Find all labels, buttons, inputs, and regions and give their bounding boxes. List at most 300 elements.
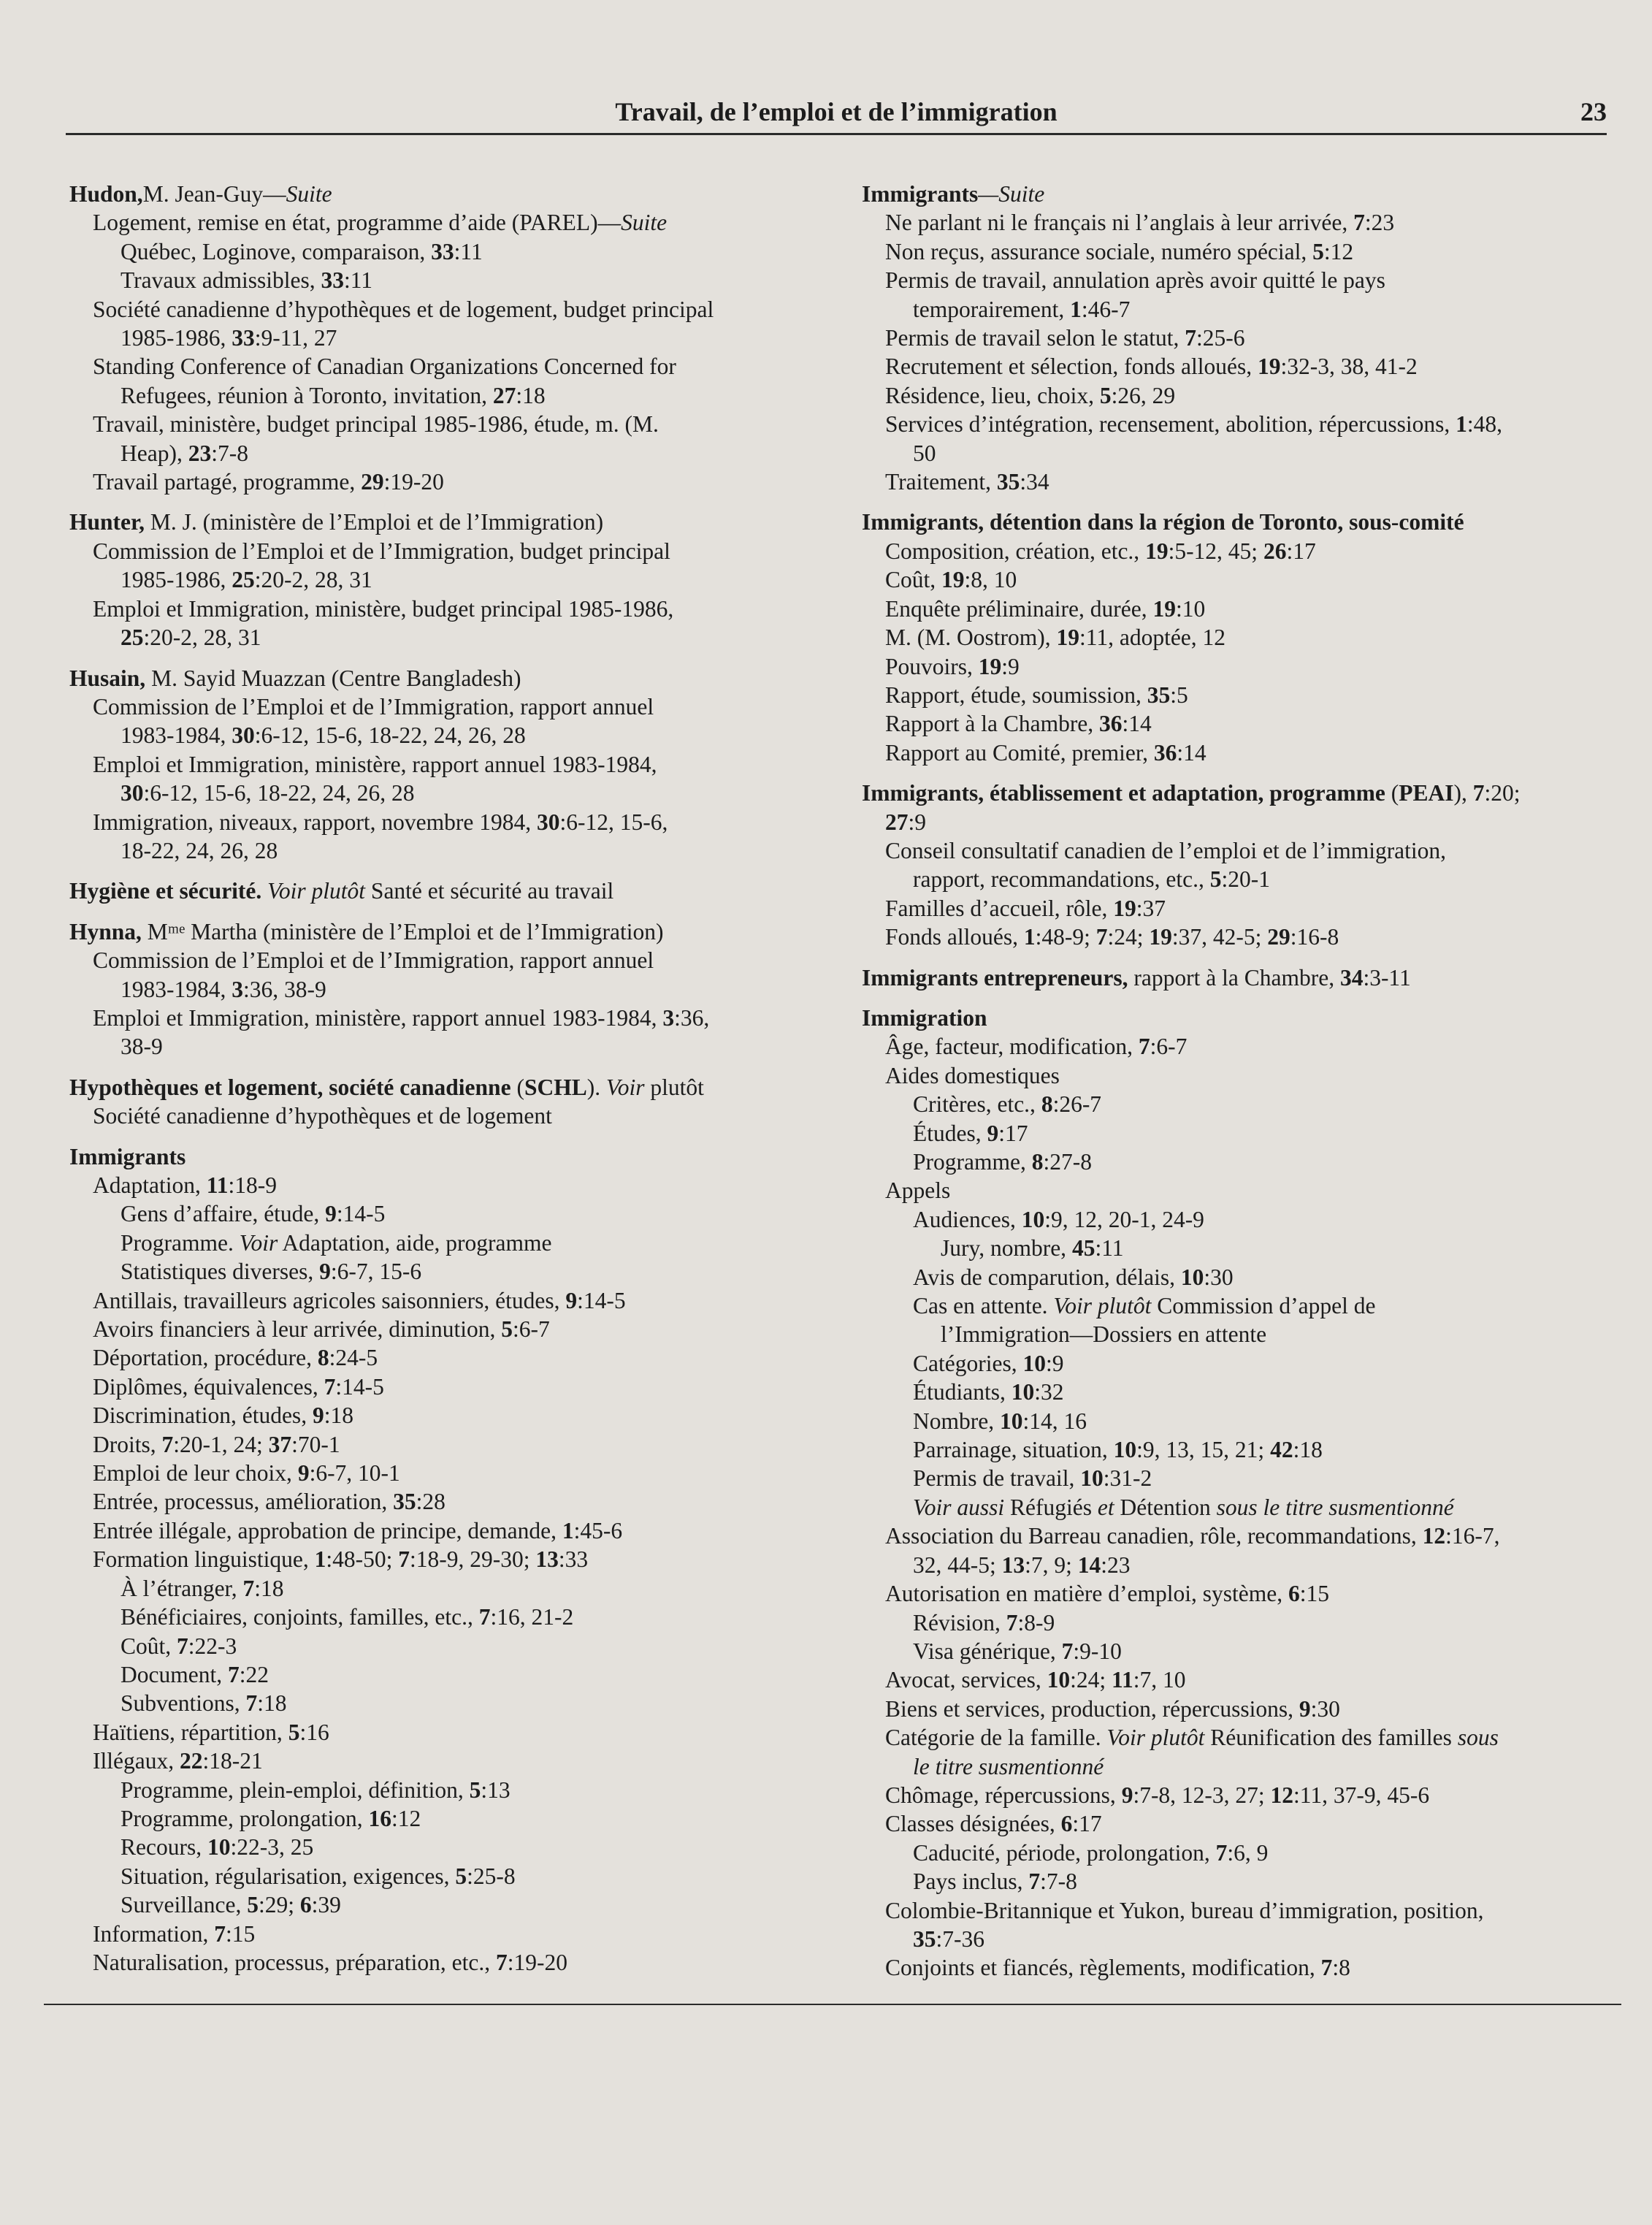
index-subentry-line — [69, 1632, 811, 1660]
text-run: :18-9, 29-30; — [410, 1546, 536, 1573]
text-run: :7, 9; — [1025, 1552, 1078, 1578]
text-run: Travail, ministère, budget principal 1985-1986, étude, m. (M. — [93, 411, 659, 438]
index-subentry-line — [69, 1004, 811, 1032]
text-run: 7 — [1185, 325, 1197, 351]
index-entry — [862, 779, 1607, 951]
text-run: :24; — [1070, 1667, 1112, 1693]
text-run: M. (M. Oostrom), — [885, 625, 1057, 651]
index-subentry-line — [862, 739, 1607, 767]
text-run: :9-11, 27 — [254, 325, 337, 351]
text-run: 7 — [1215, 1839, 1228, 1866]
text-run: plutôt — [644, 1074, 704, 1100]
text-run: Réfugiés — [1004, 1494, 1098, 1520]
text-run: 10 — [1022, 1350, 1046, 1376]
text-run: 8 — [1041, 1091, 1053, 1118]
text-run: sous — [1457, 1725, 1499, 1751]
index-subentry-line — [69, 1862, 811, 1890]
text-run: 1 — [314, 1546, 326, 1573]
index-subentry-line — [862, 681, 1607, 709]
text-run: Entrée illégale, approbation de principe, demande, — [93, 1517, 562, 1543]
text-run: 7 — [245, 1690, 258, 1717]
text-run: :34 — [1020, 469, 1049, 495]
text-run: Avoirs financiers à leur arrivée, diminution, — [93, 1316, 502, 1343]
index-heading-line — [862, 779, 1607, 807]
index-subentry-line — [862, 1493, 1607, 1522]
text-run: :46-7 — [1081, 296, 1131, 322]
text-run: 19 — [1056, 625, 1079, 651]
text-run: Refugees, réunion à Toronto, invitation, — [121, 382, 493, 408]
text-run: 1 — [562, 1517, 574, 1543]
text-run: :20; — [1484, 780, 1521, 806]
index-entry — [862, 1004, 1607, 1982]
text-run: le titre susmentionné — [913, 1753, 1104, 1779]
text-run: :39 — [311, 1892, 341, 1918]
text-run: :5 — [1170, 682, 1188, 708]
text-run: 33 — [232, 325, 255, 351]
text-run: :37, 42-5; — [1171, 924, 1268, 950]
text-run: 6 — [1288, 1581, 1300, 1607]
text-run: 5 — [1209, 866, 1222, 893]
index-subentry-line — [862, 595, 1607, 623]
text-run: 35 — [913, 1926, 936, 1952]
index-entry — [69, 664, 811, 866]
text-run: Emploi et Immigration, ministère, rapport annuel 1983-1984, — [93, 751, 657, 777]
text-run: ), — [1453, 780, 1473, 806]
text-run: Droits, — [93, 1431, 162, 1457]
text-run: 11 — [1111, 1667, 1133, 1693]
text-run: Permis de travail, — [913, 1465, 1081, 1492]
index-subentry-line — [862, 1148, 1607, 1176]
index-subentry-line — [862, 865, 1607, 893]
index-heading-line — [69, 1142, 811, 1171]
text-run: :14-5 — [335, 1373, 384, 1400]
index-subentry-line — [862, 1925, 1607, 1953]
text-run: Rapport au Comité, premier, — [885, 739, 1154, 766]
text-run: 29 — [361, 469, 384, 495]
text-run: :29; — [258, 1892, 300, 1918]
index-subentry-line — [862, 467, 1607, 496]
text-run: :17 — [1072, 1811, 1102, 1837]
text-run: 7 — [242, 1575, 255, 1601]
text-run: Antillais, travailleurs agricoles saisonniers, études, — [93, 1287, 566, 1313]
text-run: :22 — [239, 1661, 269, 1687]
text-run: 7 — [214, 1920, 226, 1947]
text-run: :26, 29 — [1111, 382, 1176, 408]
text-run: :6, 9 — [1227, 1839, 1269, 1866]
text-run: :15 — [1299, 1581, 1330, 1607]
index-subentry-line — [69, 1229, 811, 1257]
text-run: Immigrants — [862, 181, 979, 207]
index-subentry-line — [69, 750, 811, 779]
text-run: :25-6 — [1196, 325, 1245, 351]
text-run: Commission de l’Emploi et de l’Immigration, budget principal — [93, 538, 670, 564]
text-run: :32-3, 38, 41-2 — [1280, 354, 1418, 380]
index-heading-line — [69, 180, 811, 208]
text-run: :18 — [257, 1690, 287, 1717]
text-run: :33 — [558, 1546, 589, 1573]
text-run: 30 — [536, 809, 560, 835]
text-run: :11 — [343, 267, 373, 294]
text-run: 19 — [941, 567, 965, 593]
index-subentry-line — [69, 1890, 811, 1919]
index-subentry-line — [862, 1378, 1607, 1406]
text-run: Autorisation en matière d’emploi, système, — [885, 1581, 1288, 1607]
index-subentry-line — [862, 1953, 1607, 1982]
text-run: 10 — [1180, 1264, 1204, 1290]
text-run: :48, — [1466, 411, 1503, 438]
text-run: 50 — [913, 440, 936, 466]
text-run: 7 — [1138, 1034, 1150, 1060]
text-run: Santé et sécurité au travail — [365, 878, 614, 904]
text-run: Âge, facteur, modification, — [885, 1034, 1139, 1060]
text-run: 9 — [565, 1287, 578, 1313]
text-run: 7 — [1353, 210, 1365, 236]
text-run: Commission de l’Emploi et de l’Immigration, rapport annuel — [93, 693, 654, 720]
index-subentry-line — [69, 1660, 811, 1689]
text-run: Immigration — [862, 1004, 987, 1031]
text-run: Traitement, — [885, 469, 997, 495]
index-subentry-line — [862, 1176, 1607, 1205]
text-run: :7-36 — [936, 1926, 984, 1952]
index-subentry-line — [862, 1665, 1607, 1694]
index-subentry-line — [862, 1637, 1607, 1665]
text-run: :9, 13, 15, 21; — [1136, 1437, 1271, 1463]
text-run: Entrée, processus, amélioration, — [93, 1489, 394, 1515]
index-subentry-line — [862, 266, 1607, 294]
text-run: Avis de comparution, délais, — [913, 1264, 1181, 1290]
text-run: Immigrants, établissement et adaptation, programme — [862, 780, 1385, 806]
text-run: 27 — [492, 382, 516, 408]
index-subentry-line — [862, 295, 1607, 324]
text-run: :48-9; — [1035, 924, 1096, 950]
text-run: 35 — [1147, 682, 1171, 708]
text-run: 6 — [1060, 1811, 1073, 1837]
text-run: :36, 38-9 — [243, 976, 326, 1002]
page-number: 23 — [1580, 97, 1607, 126]
text-run: 3 — [662, 1004, 675, 1031]
text-run: 19 — [1113, 895, 1136, 921]
text-run: Permis de travail, annulation après avoir quitté le pays — [885, 267, 1385, 294]
index-entry — [69, 180, 811, 496]
text-run: :6-7 — [1150, 1034, 1188, 1060]
index-heading-line — [69, 877, 811, 905]
index-subentry-line — [69, 352, 811, 381]
text-run: 7 — [177, 1633, 188, 1659]
index-subentry-line — [69, 1833, 811, 1861]
text-run: Aides domestiques — [885, 1062, 1060, 1088]
index-subentry-line — [862, 1320, 1607, 1348]
text-run: 33 — [321, 267, 344, 294]
text-run: Pouvoirs, — [885, 653, 979, 679]
text-run: Voir — [605, 1074, 645, 1100]
index-subentry-line — [862, 1695, 1607, 1723]
index-subentry-line — [69, 779, 811, 807]
text-run: :16-7, — [1445, 1523, 1500, 1549]
text-run: 1 — [1456, 411, 1467, 438]
text-run: temporairement, — [913, 296, 1071, 322]
text-run: Chômage, répercussions, — [885, 1782, 1122, 1808]
text-run: 1 — [1070, 296, 1082, 322]
text-run: Immigrants — [69, 1143, 186, 1169]
text-run: 10 — [1080, 1465, 1104, 1492]
text-run: Appels — [885, 1178, 951, 1204]
index-subentry-line — [862, 1291, 1607, 1320]
text-run: Jury, nombre, — [941, 1235, 1072, 1262]
text-run: 7 — [495, 1949, 508, 1975]
index-heading-line — [862, 180, 1607, 208]
index-subentry-line — [69, 1487, 811, 1516]
text-run: :8, 10 — [964, 567, 1017, 593]
text-run: 7 — [324, 1373, 336, 1400]
index-subentry-line — [862, 537, 1607, 565]
index-subentry-line — [862, 1839, 1607, 1867]
index-subentry-line — [69, 1171, 811, 1199]
text-run: 6 — [299, 1892, 312, 1918]
index-subentry-line — [862, 565, 1607, 594]
text-run: 19 — [1149, 924, 1172, 950]
text-run: :24; — [1107, 924, 1150, 950]
text-run: 10 — [207, 1834, 231, 1860]
text-run: Standing Conference of Canadian Organizations Concerned for — [93, 354, 676, 380]
text-run: Déportation, procédure, — [93, 1345, 318, 1371]
text-run: Permis de travail selon le statut, — [885, 325, 1185, 351]
text-run: 7 — [1472, 780, 1485, 806]
text-run: Ne parlant ni le français ni l’anglais à leur arrivée, — [885, 210, 1354, 236]
index-subentry-line — [862, 1032, 1607, 1061]
text-run: 7 — [398, 1546, 410, 1573]
text-run: :11, 37-9, 45-6 — [1293, 1782, 1430, 1808]
text-run: 7 — [1028, 1869, 1041, 1895]
text-run: 1985-1986, — [121, 567, 232, 593]
text-run: :31-2 — [1103, 1465, 1152, 1492]
index-subentry-line — [862, 439, 1607, 467]
text-run: Situation, régularisation, exigences, — [121, 1863, 456, 1889]
text-run: :16 — [299, 1719, 329, 1745]
text-run: :10 — [1175, 595, 1206, 622]
text-run: 30 — [121, 780, 144, 806]
index-subentry-line — [69, 1343, 811, 1372]
text-run: Association du Barreau canadien, rôle, recommandations, — [885, 1523, 1423, 1549]
index-subentry-line — [69, 1776, 811, 1804]
text-run: 13 — [1001, 1552, 1025, 1578]
text-run: Discrimination, études, — [93, 1402, 313, 1429]
text-run: PEAI — [1399, 780, 1454, 806]
text-run: 10 — [1047, 1667, 1071, 1693]
text-run: :36, — [674, 1004, 710, 1031]
text-run: Hypothèques et logement, société canadienne — [69, 1074, 511, 1100]
text-run: :5-12, 45; — [1168, 538, 1263, 564]
index-subentry-line — [862, 352, 1607, 381]
index-heading-line — [69, 508, 811, 536]
index-subentry-line — [69, 1032, 811, 1061]
text-run: 35 — [393, 1489, 416, 1515]
text-run: 29 — [1267, 924, 1290, 950]
text-run: sous le titre susmentionné — [1216, 1494, 1454, 1520]
text-run: 10 — [1011, 1379, 1035, 1405]
index-entry — [69, 877, 811, 905]
text-run: Hunter, — [69, 509, 145, 535]
text-run: :18 — [324, 1402, 353, 1429]
index-subentry-line — [862, 923, 1607, 951]
index-subentry-line — [69, 1401, 811, 1430]
text-run: :22-3, 25 — [230, 1834, 314, 1860]
text-run: :15 — [225, 1920, 256, 1947]
text-run: Immigration, niveaux, rapport, novembre 1984, — [93, 809, 537, 835]
index-subentry-line — [862, 1809, 1607, 1838]
text-run: Suite — [621, 210, 668, 236]
index-subentry-line — [69, 721, 811, 749]
text-run: :16-8 — [1290, 924, 1339, 950]
text-run: Études, — [913, 1120, 987, 1146]
text-run: 19 — [1152, 595, 1176, 622]
text-run: :20-1, 24; — [173, 1431, 269, 1457]
text-run: 19 — [1257, 354, 1281, 380]
text-run: :23 — [1101, 1552, 1131, 1578]
text-run: 1983-1984, — [121, 722, 232, 749]
header-rule — [66, 133, 1607, 135]
text-run: Colombie-Britannique et Yukon, bureau d’immigration, position, — [885, 1897, 1484, 1923]
index-subentry-line — [69, 1920, 811, 1948]
index-subentry-line — [69, 237, 811, 266]
index-subentry-line — [69, 1286, 811, 1315]
text-run: :3-11 — [1363, 964, 1411, 991]
text-run: 13 — [535, 1546, 559, 1573]
text-run: Non reçus, assurance sociale, numéro spécial, — [885, 238, 1313, 264]
index-entry — [862, 963, 1607, 992]
index-subentry-line — [69, 1747, 811, 1775]
text-run: SCHL — [524, 1074, 587, 1100]
index-subentry-line — [69, 410, 811, 438]
text-run: 8 — [1031, 1149, 1044, 1175]
text-run: :11 — [454, 238, 483, 264]
text-run: :18-9 — [228, 1172, 277, 1198]
text-run: :8 — [1332, 1955, 1350, 1981]
text-run: Adaptation, aide, programme — [278, 1229, 552, 1256]
text-run: 7 — [161, 1431, 174, 1457]
index-subentry-line — [862, 709, 1607, 738]
text-run: :7-8 — [1040, 1869, 1077, 1895]
text-run: :45-6 — [573, 1517, 623, 1543]
text-run: Société canadienne d’hypothèques et de logement, budget principal — [93, 296, 714, 322]
text-run: :6-12, 15-6, 18-22, 24, 26, 28 — [254, 722, 526, 749]
text-run: Conseil consultatif canadien de l’emploi et de l’immigration, — [885, 837, 1447, 863]
text-run: Services d’intégration, recensement, abolition, répercussions, — [885, 411, 1456, 438]
text-run: :6-7, 10-1 — [309, 1460, 400, 1486]
text-run: 7 — [1320, 1955, 1333, 1981]
text-run: Cas en attente. — [913, 1293, 1054, 1319]
text-run: 36 — [1099, 711, 1123, 737]
index-subentry-line — [69, 208, 811, 237]
text-run: :20-2, 28, 31 — [143, 625, 261, 651]
index-subentry-line — [69, 537, 811, 565]
index-subentry-line — [862, 1522, 1607, 1550]
text-run: Détention — [1114, 1494, 1217, 1520]
text-run: 14 — [1077, 1552, 1101, 1578]
text-run: :14 — [1177, 739, 1207, 766]
text-run: Recrutement et sélection, fonds alloués, — [885, 354, 1258, 380]
text-run: Programme, prolongation, — [121, 1805, 369, 1831]
text-run: :11, adoptée, 12 — [1079, 625, 1226, 651]
index-subentry-line — [862, 237, 1607, 266]
text-run: Coût, — [121, 1633, 177, 1659]
index-subentry-line — [69, 975, 811, 1004]
text-run: et — [1097, 1494, 1114, 1520]
text-run: :6-12, 15-6, — [559, 809, 668, 835]
text-run: :9 — [1001, 653, 1020, 679]
text-run: Immigrants entrepreneurs, — [862, 964, 1128, 991]
index-subentry-line — [862, 208, 1607, 237]
index-heading-line — [862, 1004, 1607, 1032]
text-run: :27-8 — [1043, 1149, 1092, 1175]
index-heading-line — [69, 917, 811, 946]
index-subentry-line — [862, 1349, 1607, 1378]
index-subentry-line — [862, 1867, 1607, 1896]
index-subentry-line — [69, 1948, 811, 1977]
index-subentry-line — [69, 1718, 811, 1747]
text-run: 16 — [368, 1805, 391, 1831]
text-run: 23 — [188, 440, 212, 466]
text-run: Familles d’accueil, rôle, — [885, 895, 1114, 921]
index-subentry-line — [69, 1689, 811, 1717]
index-subentry-line — [862, 1061, 1607, 1090]
text-run: Visa générique, — [913, 1638, 1062, 1664]
text-run: :7-8, 12-3, 27; — [1133, 1782, 1271, 1808]
text-run: :11 — [1095, 1235, 1124, 1262]
text-run: Commission de l’Emploi et de l’Immigration, rapport annuel — [93, 947, 654, 974]
text-run: 5 — [455, 1863, 467, 1889]
index-subentry-line — [69, 467, 811, 496]
text-run: :25-8 — [467, 1863, 516, 1889]
text-run: :18 — [254, 1575, 284, 1601]
index-subentry-line — [862, 1464, 1607, 1492]
text-run: M. J. (ministère de l’Emploi et de l’Immigration) — [144, 509, 604, 535]
index-subentry-line — [69, 1373, 811, 1401]
text-run: Bénéficiaires, conjoints, familles, etc., — [121, 1604, 479, 1630]
text-run: Suite — [286, 181, 332, 207]
text-run: :14 — [1122, 711, 1152, 737]
text-run: 12 — [1422, 1523, 1446, 1549]
index-subentry-line — [69, 1574, 811, 1603]
text-run: 19 — [1145, 538, 1169, 564]
index-subentry-line — [69, 1315, 811, 1343]
text-run: :28 — [416, 1489, 445, 1515]
text-run: rapport à la Chambre, — [1128, 964, 1340, 991]
text-run: 9 — [987, 1120, 999, 1146]
text-run: Emploi de leur choix, — [93, 1460, 298, 1486]
text-run: 12 — [1270, 1782, 1294, 1808]
text-run: 19 — [978, 653, 1002, 679]
text-run: Travail partagé, programme, — [93, 469, 362, 495]
text-run: :17 — [1286, 538, 1316, 564]
text-run: Rapport à la Chambre, — [885, 711, 1100, 737]
text-run: 10 — [999, 1408, 1023, 1434]
index-subentry-line — [69, 1459, 811, 1487]
text-run: Statistiques diverses, — [121, 1259, 320, 1285]
text-run: :9, 12, 20-1, 24-9 — [1044, 1206, 1204, 1232]
text-run: :19-20 — [383, 469, 444, 495]
text-run: :6-7, 15-6 — [330, 1259, 422, 1285]
index-subentry-line — [69, 946, 811, 974]
text-run: 5 — [469, 1776, 481, 1803]
text-run: 7 — [478, 1604, 491, 1630]
text-run: 5 — [247, 1892, 259, 1918]
text-run: :22-3 — [188, 1633, 237, 1659]
text-run: :30 — [1204, 1264, 1234, 1290]
text-run: Conjoints et fiancés, règlements, modification, — [885, 1955, 1321, 1981]
text-run: —Suite — [978, 181, 1045, 207]
index-subentry-line — [862, 1205, 1607, 1234]
index-heading-line — [862, 963, 1607, 992]
